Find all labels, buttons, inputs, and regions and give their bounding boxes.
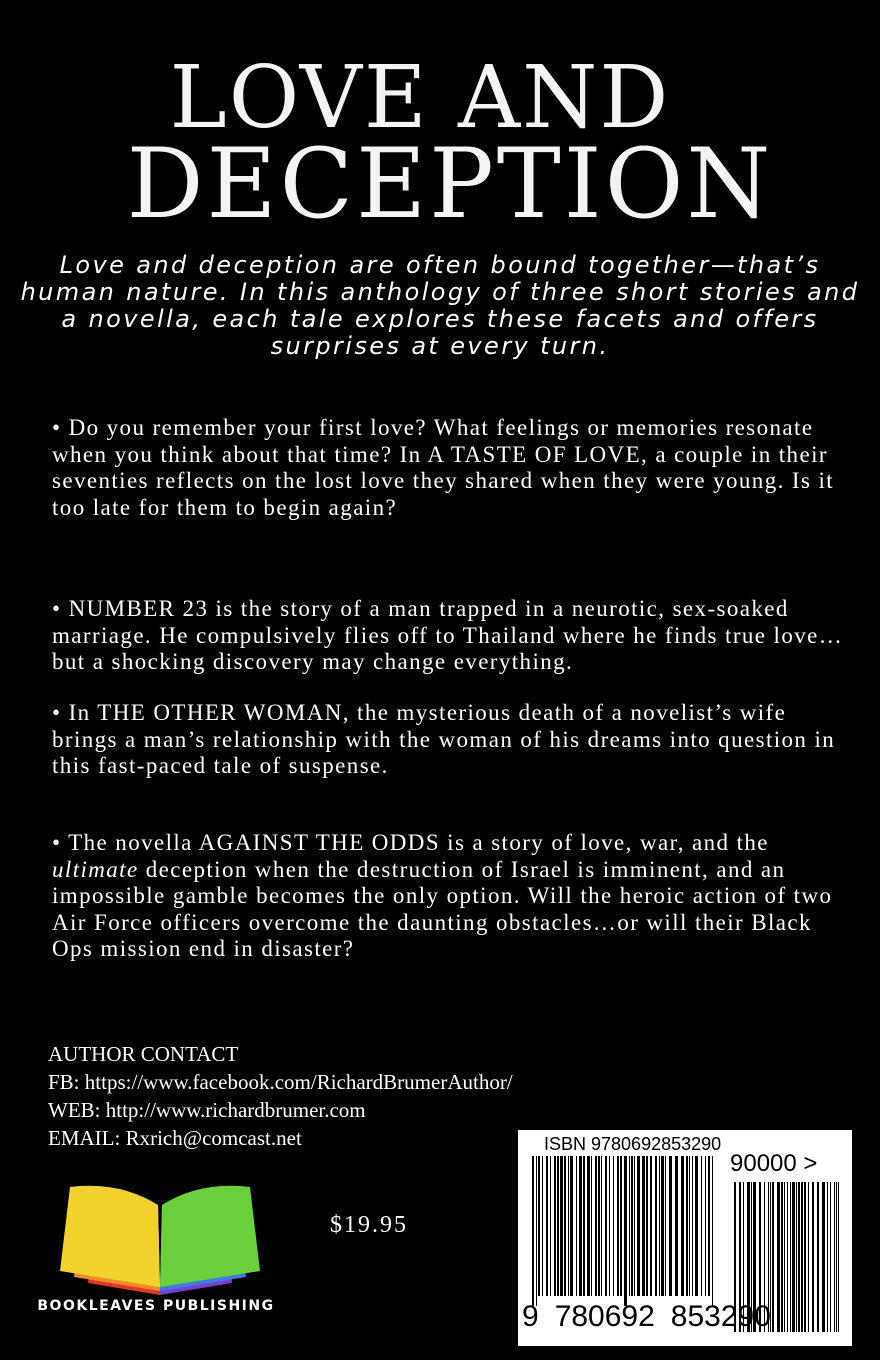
logo-page-left — [60, 1186, 160, 1287]
blurb-emphasis: ultimate — [52, 856, 139, 882]
barcode-bar — [617, 1156, 619, 1296]
barcode-digit-group: 9 — [522, 1300, 539, 1333]
barcode-addon-bar — [836, 1182, 837, 1332]
book-title-line1: LOVE AND — [169, 48, 671, 148]
barcode-bar — [669, 1156, 672, 1296]
barcode-bar — [701, 1156, 702, 1296]
barcode-bar — [637, 1156, 640, 1296]
barcode-bar — [705, 1156, 706, 1296]
barcode-bar — [570, 1156, 573, 1296]
barcode-bar — [655, 1156, 657, 1296]
barcode-addon-bar — [784, 1182, 785, 1332]
barcode-bar — [620, 1156, 622, 1296]
publisher-name: BOOKLEAVES PUBLISHING — [37, 1298, 275, 1314]
barcode-bar — [595, 1156, 597, 1296]
barcode-bar — [634, 1156, 635, 1296]
barcode-bar — [665, 1156, 666, 1296]
barcode-addon-bar — [781, 1182, 783, 1332]
blurb-number-23: • NUMBER 23 is the story of a man trapped in a neurotic, sex-soaked marriage. He compulsively flies off to Thailand where he finds true love…but a shocking discovery may change everything. — [52, 596, 844, 674]
barcode-bar — [675, 1156, 678, 1296]
barcode-addon-bar — [777, 1182, 780, 1332]
barcode-bar — [686, 1156, 688, 1296]
barcode-addon-bar — [838, 1182, 839, 1332]
price-code: 90000 > — [730, 1150, 818, 1177]
barcode-addon-bar — [798, 1182, 800, 1332]
isbn-label: ISBN 9780692853290 — [544, 1134, 722, 1154]
barcode-addon-bar — [792, 1182, 795, 1332]
barcode-bar — [587, 1156, 590, 1296]
barcode-bar — [708, 1156, 710, 1296]
barcode-bar — [661, 1156, 664, 1296]
barcode-bar — [591, 1156, 592, 1296]
barcode-bar — [532, 1156, 534, 1306]
barcode-bar — [689, 1156, 690, 1296]
barcode-bar — [550, 1156, 551, 1296]
barcode-bar — [631, 1156, 633, 1296]
barcode-addon-bar — [801, 1182, 803, 1332]
barcode-digits — [522, 1300, 771, 1334]
author-contact-heading: AUTHOR CONTACT — [48, 1042, 239, 1066]
barcode-bar — [536, 1156, 537, 1306]
barcode-bar — [613, 1156, 614, 1296]
barcode-bar — [642, 1156, 645, 1296]
barcode-bar — [579, 1156, 582, 1296]
barcode-bar — [646, 1156, 648, 1296]
barcode-addon-bar — [830, 1182, 831, 1332]
barcode-bar — [583, 1156, 585, 1296]
barcode-bar — [601, 1156, 602, 1296]
author-website: WEB: http://www.richardbrumer.com — [48, 1098, 366, 1122]
blurb-text-before: • The novella AGAINST THE ODDS is a story of love, war, and the — [52, 830, 769, 855]
barcode-digit-group: 853290 — [670, 1300, 771, 1333]
barcode-bar — [712, 1156, 713, 1306]
barcode-bar — [609, 1156, 610, 1296]
barcode-addon-bar — [796, 1182, 797, 1332]
blurb-a-taste-of-love: • Do you remember your first love? What feelings or memories resonate when you think about that time? In A TASTE OF LOVE, a couple in their seventies reflects on the lost love they shared when they were young. Is it too late for them to begin again? — [52, 415, 835, 520]
blurb-text-after: deception when the destruction of Israel is imminent, and an impossible gamble becomes the only option. Will the heroic action of two Air Force officers overcome the daunting obstacles…or will their Black Ops mission end in disaster? — [52, 856, 833, 961]
barcode-bar — [692, 1156, 693, 1296]
barcode-bar — [554, 1156, 556, 1296]
barcode-bar — [546, 1156, 548, 1296]
barcode-bar — [659, 1156, 660, 1296]
barcode-addon-bar — [822, 1182, 825, 1332]
barcode-bar — [695, 1156, 698, 1296]
blurb-the-other-woman: • In THE OTHER WOMAN, the mysterious death of a novelist’s wife brings a man’s relationship with the woman of his dreams into question in this fast-paced tale of suspense. — [52, 700, 836, 778]
author-email: EMAIL: Rxrich@comcast.net — [48, 1126, 302, 1150]
barcode-bar — [605, 1156, 607, 1296]
price: $19.95 — [330, 1212, 408, 1238]
barcode-bar — [560, 1156, 563, 1296]
barcode-digit-group: 780692 — [554, 1300, 655, 1333]
blurb-against-the-odds — [52, 830, 852, 963]
barcode-addon-bar — [804, 1182, 806, 1332]
barcode-bar — [681, 1156, 684, 1296]
barcode-addon-bar — [834, 1182, 835, 1332]
isbn-barcode — [518, 1130, 852, 1346]
barcode-bar — [557, 1156, 559, 1296]
barcode-bar — [598, 1156, 600, 1296]
barcode-addon-bar — [790, 1182, 791, 1332]
barcode-bar — [542, 1156, 543, 1296]
barcode-bar — [629, 1156, 630, 1296]
barcode-bar — [650, 1156, 652, 1296]
barcode-addon-bar — [827, 1182, 828, 1332]
barcode-addon-bar — [787, 1182, 788, 1332]
barcode-bar — [568, 1156, 569, 1296]
barcode-addon-bar — [812, 1182, 814, 1332]
barcode-addon-bar — [817, 1182, 819, 1332]
barcode-addon-bar — [772, 1182, 774, 1332]
barcode-bar — [576, 1156, 577, 1296]
barcode-bar — [564, 1156, 566, 1296]
barcode-bar — [538, 1156, 540, 1296]
book-title-line2: DECEPTION — [126, 128, 774, 240]
barcode-bar — [624, 1156, 627, 1306]
tagline: Love and deception are often bound together—that’s human nature. In this anthology of three short stories and a novella, each tale explores these facets and offers surprises at every turn. — [20, 251, 860, 360]
logo-page-right — [160, 1186, 260, 1287]
author-facebook: FB: https://www.facebook.com/RichardBrumerAuthor/ — [48, 1070, 513, 1094]
barcode-addon-bar — [808, 1182, 809, 1332]
